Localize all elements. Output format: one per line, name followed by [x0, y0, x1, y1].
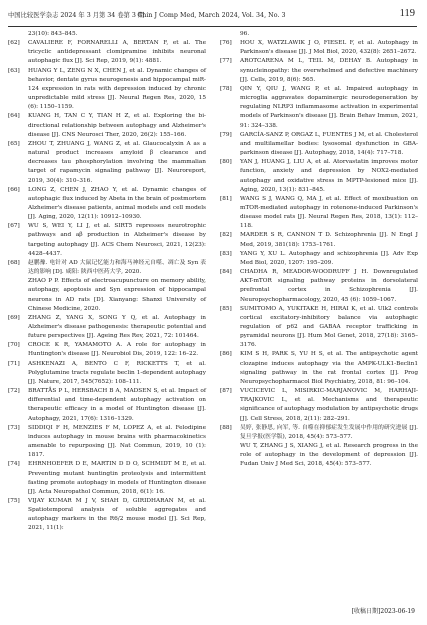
reference-entry: [8, 30, 206, 39]
reference-text: HOU X, WATZLAWIK J O, FIESEL F, et al. Autophagy in Parkinson's disease [J]. J Mol Biol, 2020, 432(8): 2651–2672.: [240, 40, 418, 56]
reference-entry: [220, 250, 418, 268]
reference-number: [65]: [8, 140, 20, 147]
reference-number: [66]: [8, 186, 20, 193]
reference-entry: [8, 497, 206, 534]
reference-number: [86]: [220, 351, 232, 358]
reference-text: WU S, WEI Y, LI J, et al. SIRT5 represses neurotrophic pathways and aβ production in Alzheimer's disease by targeting autophagy [J]. ACS Chem Neurosci, 2021, 12(23): 4428–4437.: [28, 223, 206, 257]
reference-entry: [8, 314, 206, 341]
reference-number: [70]: [8, 342, 20, 349]
reference-number: [72]: [8, 388, 20, 395]
reference-entry: [220, 387, 418, 424]
reference-entry: [220, 195, 418, 232]
reference-text: WU T, ZHANG J S, XIANG J, et al. Research progress in the role of autophagy in the development of depression [J]. Fudan Univ J Med Sci, 2018, 45(4): 573–577.: [240, 443, 418, 468]
reference-entry: [8, 360, 206, 387]
reference-number: [80]: [220, 159, 232, 166]
reference-text: AROTCARENA M L, TEIL M, DEHAY B. Autophagy in synucleinopathy: the overwhelmed and defective machinery [J]. Cells, 2019, 8(6): 565.: [240, 58, 418, 83]
reference-entry: [220, 85, 418, 131]
reference-number: [64]: [8, 113, 20, 120]
reference-entry: [8, 341, 206, 359]
reference-entry: [8, 39, 206, 66]
reference-text: KUANG H, TAN C Y, TIAN H Z, et al. Exploring the bi-directional relationship between autophagy and Alzheimer's disease [J]. CNS Neurosci Ther, 2020, 26(2): 155–166.: [28, 113, 206, 138]
reference-entry: [220, 442, 418, 469]
reference-number: [79]: [220, 131, 232, 138]
reference-text: MARDER S R, CANNON T D. Schizophrenia [J]. N Engl J Med, 2019, 381(18): 1753–1761.: [240, 232, 418, 248]
reference-text: 23(10): 843–845.: [28, 31, 78, 37]
reference-text: GARCÍA-SANZ P, ORGAZ L, FUENTES J M, et al. Cholesterol and multilamellar bodies: lysosomal dysfunction in GBA-parkinson disease [J]. Autophagy, 2018, 14(4): 717–718.: [240, 131, 418, 157]
reference-entry: [220, 305, 418, 351]
reference-number: [68]: [8, 259, 20, 266]
reference-text: CAVALIERE F, FORNARELLI A, BERTAN F, et al. The tricyclic antidepressant clomipramine inhibits neuronal autophagic flux [J]. Sci Rep, 2019, 9(1): 4881.: [28, 40, 206, 65]
reference-entry: [8, 222, 206, 259]
reference-entry: [8, 387, 206, 424]
reference-number: [81]: [220, 195, 232, 202]
reference-text: EHRNHOEFER D E, MARTIN D D O, SCHMIDT M E, et al. Preventing mutant huntingtin proteolysis and intermittent fasting promote autophagy in models of Huntington disease [J]. Acta Neuropathol Commun, 2018, 6(1): 16.: [28, 461, 206, 495]
reference-text: ZHAO P P. Effects of electroacupuncture on memory ability, autophagy, apoptosis and Syn expression of hippocampal neurons in AD rats [D]. Xianyang: Shanxi University of Chinese Medicine, 2020.: [28, 278, 206, 312]
reference-text: BRATTÅS P L, HERSBACH B A, MADSEN S, et al. Impact of differential and time-dependent autophagy activation on therapeutic efficacy in a model of Huntington disease [J]. Autophagy, 2021, 17(6): 1316–1329.: [28, 388, 206, 422]
reference-number: [63]: [8, 67, 20, 74]
reference-entry: [8, 67, 206, 113]
reference-number: [67]: [8, 223, 20, 230]
reference-number: [82]: [220, 232, 232, 239]
reference-entry: [220, 39, 418, 57]
reference-number: [85]: [220, 305, 232, 312]
reference-text: VIJAY KUMAR M J V, SHAH D, GIRIDHARAN M, et al. Spatiotemporal analysis of soluble aggregates and autophagy markers in the R6/2 mouse model [J]. Sci Rep, 2021, 11(1):: [28, 497, 206, 532]
reference-entry: [8, 112, 206, 139]
journal-title-cn: 中国比较医学杂志 2024 年 3 月第 34 卷第 3 期: [8, 12, 145, 19]
reference-number: [75]: [8, 497, 20, 504]
reference-entry: [8, 277, 206, 314]
running-header: [8, 9, 415, 23]
reference-text: ZHANG Z, YANG X, SONG Y Q, et al. Autophagy in Alzheimer's disease pathogenesis: therapeutic potential and future perspectives [J]. Ageing Res Rev, 2021, 72: 101464.: [28, 314, 206, 340]
reference-entry: [220, 131, 418, 158]
reference-text: WANG S J, WANG Q, MA J, et al. Effect of moxibustion on mTOR-mediated autophagy in rotenone-induced Parkinson's disease model rats [J]. Neural Regen Res, 2018, 13(1): 112–118.: [240, 195, 418, 230]
reference-number: [77]: [220, 58, 232, 65]
reference-text: HUANG Y L, ZENG N X, CHEN J, et al. Dynamic changes of behavior, dentate gyrus neurogenesis and hippocampal miR-124 expression in rats with depression induced by chronic unpredictable mild stress [J]. Neural Regen Res, 2020, 15 (6): 1150–1159.: [28, 67, 206, 111]
reference-text: YANG Y, XU L. Autophagy and schizophrenia [J]. Adv Exp Med Biol, 2020, 1207: 195–209.: [240, 250, 418, 266]
reference-number: [69]: [8, 314, 20, 321]
reference-text: 96.: [240, 31, 250, 37]
reference-entry: [220, 57, 418, 84]
reference-entry: [220, 350, 418, 387]
reference-text: QIN Y, QIU J, WANG P, et al. Impaired autophagy in microglia aggravates dopaminergic neurodegeneration by regulating NLRP3 inflammasome activation in experimental models of Parkinson's disease [J]. Brain Behav Immun, 2021, 91: 324–338.: [240, 85, 418, 129]
reference-text: 赵鹏豫. 电针对 AD 大鼠记忆能力和海马神经元自噬、凋亡及 Syn 表达的影响 [D]. 咸阳: 陕西中医药大学, 2020.: [28, 259, 206, 276]
reference-entry: [8, 259, 206, 277]
reference-entry: [220, 424, 418, 442]
reference-number: [74]: [8, 461, 20, 468]
reference-number: [87]: [220, 388, 232, 395]
reference-number: [78]: [220, 85, 232, 92]
reference-column-left: [8, 30, 206, 534]
reference-text: CROCE K R, YAMAMOTO A. A role for autophagy in Huntington's disease [J]. Neurobiol Dis, 2019, 122: 16–22.: [28, 342, 206, 358]
reference-number: [83]: [220, 250, 232, 257]
reference-entry: [8, 460, 206, 497]
reference-entry: [220, 158, 418, 195]
reference-number: [76]: [220, 40, 232, 47]
reference-entry: [220, 30, 418, 39]
reference-text: SUMITOMO A, YUKITAKE H, HIRAI K, et al. Ulk2 controls cortical excitatory-inhibitory balance via autophagic regulation of p62 and GABAA receptor trafficking in pyramidal neurons [J]. Hum Mol Genet, 2018, 27(18): 3165–3176.: [240, 305, 418, 349]
reference-text: CHADHA R, MEADOR-WOODRUFF J H. Downregulated AKT-mTOR signaling pathway proteins in dorsolateral prefrontal cortex in Schizophrenia [J]. Neuropsychopharmacology, 2020, 45 (6): 1059–1067.: [240, 269, 418, 303]
reference-entry: [8, 424, 206, 461]
reference-column-right: [220, 30, 418, 470]
reference-text: SIDDIQI F H, MENZIES F M, LOPEZ A, et al. Felodipine induces autophagy in mouse brains with pharmacokinetics amenable to repurposing [J]. Nat Commun, 2019, 10 (1): 1817.: [28, 424, 206, 459]
page-number: 119: [399, 8, 415, 19]
reference-number: [62]: [8, 40, 20, 47]
journal-title-en: Chin J Comp Med, March 2024, Vol. 34, No. 3: [137, 12, 286, 19]
header-rule: [8, 26, 417, 27]
reference-text: ZHOU T, ZHUANG J, WANG Z, et al. Glaucocalyxin A as a natural product increases amyloid β clearance and decreases tau phosphorylation involving the mammalian target of rapamycin signaling pathway [J]. Neuroreport, 2019, 30(4): 310–316.: [28, 140, 206, 184]
reference-number: [71]: [8, 360, 20, 367]
reference-number: [73]: [8, 424, 20, 431]
reference-entry: [8, 186, 206, 223]
reference-number: [88]: [220, 424, 232, 431]
reference-entry: [220, 231, 418, 249]
reference-text: LONG Z, CHEN J, ZHAO Y, et al. Dynamic changes of autophagic flux induced by Abeta in the brain of postmortem Alzheimer's disease patients, animal models and cell models [J]. Aging, 2020, 12(11): 10912–10930.: [28, 186, 207, 221]
reference-text: ASHKENAZI A, BENTO C F, RICKETTS T, et al. Polyglutamine tracts regulate beclin 1-dependent autophagy [J]. Nature, 2017, 545(7652): 108–111.: [28, 360, 206, 385]
reference-number: [84]: [220, 269, 232, 276]
reference-text: KIM S H, PARK S, YU H S, et al. The antipsychotic agent clozapine induces autophagy via the AMPK-ULK1-Beclin1 signaling pathway in the rat frontal cortex [J]. Prog Neuropsychopharmacol Biol Psychiatry, 2018, 81: 96–104.: [240, 351, 418, 385]
received-date: [收稿日期]2023-06-19: [351, 608, 415, 615]
reference-text: VUCICEVIC L, MISIRKIC-MARJANOVIC M, HARHAJI-TRAJKOVIC L, et al. Mechanisms and therapeutic significance of autophagy modulation by antipsychotic drugs [J]. Cell Stress, 2018, 2(11): 282–291.: [240, 388, 418, 422]
reference-text: 吴婷, 张静思, 向军, 等. 自噬在抑郁症发生发展中作用的研究进展 [J]. 复旦学报(医学版), 2018, 45(4): 573–577.: [240, 424, 418, 440]
reference-entry: [8, 140, 206, 186]
reference-text: YAN J, HUANG J, LIU A, et al. Atorvastatin improves motor function, anxiety and depression by NOX2-mediated autophagy and oxidative stress in MPTP-lesioned mice [J]. Aging, 2020, 13(1): 831–845.: [240, 159, 418, 193]
reference-entry: [220, 268, 418, 305]
